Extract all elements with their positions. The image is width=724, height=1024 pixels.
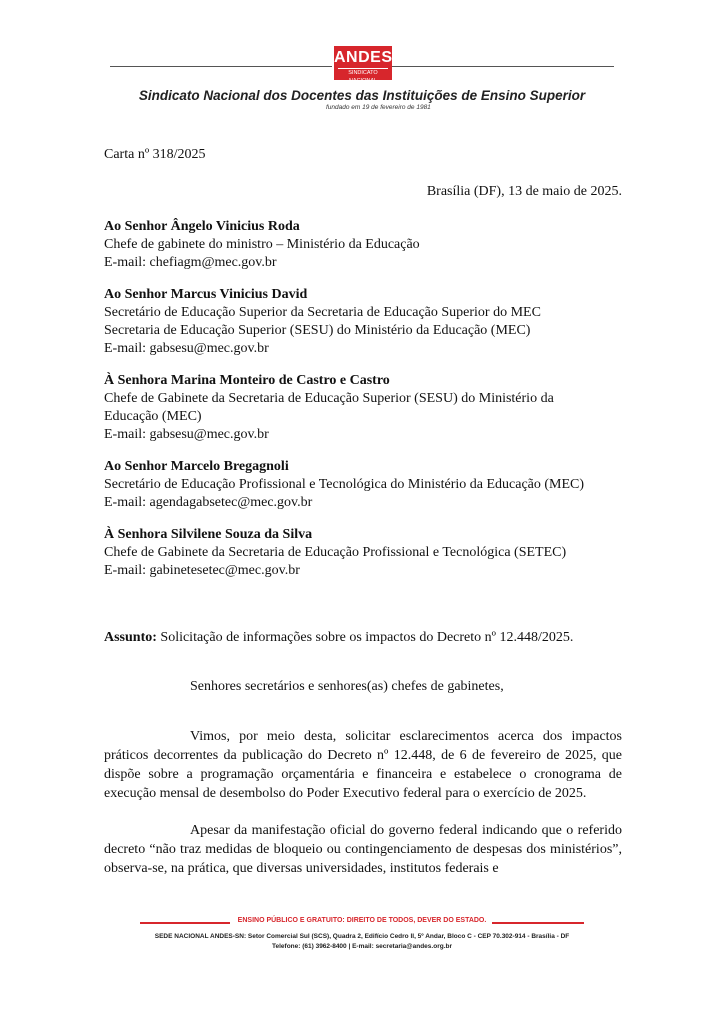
organization-name: Sindicato Nacional dos Docentes das Instituições de Ensino Superior — [138, 88, 586, 103]
recipient-email: E-mail: chefiagm@mec.gov.br — [104, 255, 277, 270]
footer-divider-left — [140, 922, 230, 924]
footer-contacts: Telefone: (61) 3962-8400 | E-mail: secretaria@andes.org.br — [272, 943, 452, 950]
logo-subtext: SINDICATO NACIONAL — [338, 68, 388, 85]
recipient-line: Secretaria de Educação Superior (SESU) do Ministério da Educação (MEC) — [104, 323, 531, 338]
recipient-name: Ao Senhor Marcus Vinicius David — [104, 287, 308, 302]
subject-line — [104, 629, 622, 647]
letter-body — [104, 140, 622, 878]
place-date: Brasília (DF), 13 de maio de 2025. — [426, 184, 622, 199]
founded-date: fundado em 19 de fevereiro de 1981 — [326, 104, 431, 111]
salutation: Senhores secretários e senhores(as) chefes de gabinetes, — [190, 679, 504, 694]
andes-logo — [334, 46, 393, 84]
recipient-block — [104, 218, 622, 272]
footer-address: SEDE NACIONAL ANDES-SN: Setor Comercial Sul (SCS), Quadra 2, Edifício Cedro II, 5º Andar, Bloco C - CEP 70.302-914 - Brasília - DF — [154, 933, 570, 940]
letterhead — [0, 0, 724, 120]
recipient-email: E-mail: agendagabsetec@mec.gov.br — [104, 495, 313, 510]
body-paragraph: Apesar da manifestação oficial do governo federal indicando que o referido decreto “não traz medidas de bloqueio ou contingenciamento de despesas dos ministérios”, observa-se, na prática, que diversas universidades, institutos federais e — [104, 823, 622, 876]
recipient-line: Secretário de Educação Superior da Secretaria de Educação Superior do MEC — [104, 305, 541, 320]
letter-number: Carta nº 318/2025 — [104, 147, 206, 162]
recipient-line: Chefe de Gabinete da Secretaria de Educação Profissional e Tecnológica (SETEC) — [104, 545, 567, 560]
page-footer — [0, 905, 724, 965]
recipient-name: Ao Senhor Ângelo Vinicius Roda — [104, 219, 300, 234]
recipient-line: Educação (MEC) — [104, 409, 202, 424]
recipient-block — [104, 458, 622, 512]
recipient-email: E-mail: gabinetesetec@mec.gov.br — [104, 563, 300, 578]
footer-divider-right — [492, 922, 584, 924]
recipient-block — [104, 526, 622, 580]
recipient-line: Chefe de Gabinete da Secretaria de Educação Superior (SESU) do Ministério da — [104, 391, 554, 406]
recipient-email: E-mail: gabsesu@mec.gov.br — [104, 427, 269, 442]
recipient-name: Ao Senhor Marcelo Bregagnoli — [104, 459, 289, 474]
recipient-line: Chefe de gabinete do ministro – Ministério da Educação — [104, 237, 420, 252]
body-paragraph: Vimos, por meio desta, solicitar esclarecimentos acerca dos impactos práticos decorrentes da publicação do Decreto nº 12.448, de 6 de fevereiro de 2025, que dispõe sobre a programação orçamentária e financeira e estabelece o cronograma de execução mensal de desembolso do Poder Executivo federal para o exercício de 2025. — [104, 729, 622, 801]
recipient-name: À Senhora Silvilene Souza da Silva — [104, 527, 313, 542]
recipient-name: À Senhora Marina Monteiro de Castro e Castro — [104, 373, 390, 388]
subject-text: Solicitação de informações sobre os impactos do Decreto nº 12.448/2025. — [156, 630, 574, 645]
logo-text: ANDES — [334, 49, 393, 66]
subject-label: Assunto: — [104, 630, 157, 645]
recipient-block — [104, 372, 622, 444]
header-divider-left — [110, 66, 332, 67]
footer-motto: ENSINO PÚBLICO E GRATUITO: DIREITO DE TODOS, DEVER DO ESTADO. — [237, 917, 487, 924]
recipient-block — [104, 286, 622, 358]
header-divider-right — [392, 66, 614, 67]
recipient-email: E-mail: gabsesu@mec.gov.br — [104, 341, 269, 356]
recipient-line: Secretário de Educação Profissional e Tecnológica do Ministério da Educação (MEC) — [104, 477, 585, 492]
